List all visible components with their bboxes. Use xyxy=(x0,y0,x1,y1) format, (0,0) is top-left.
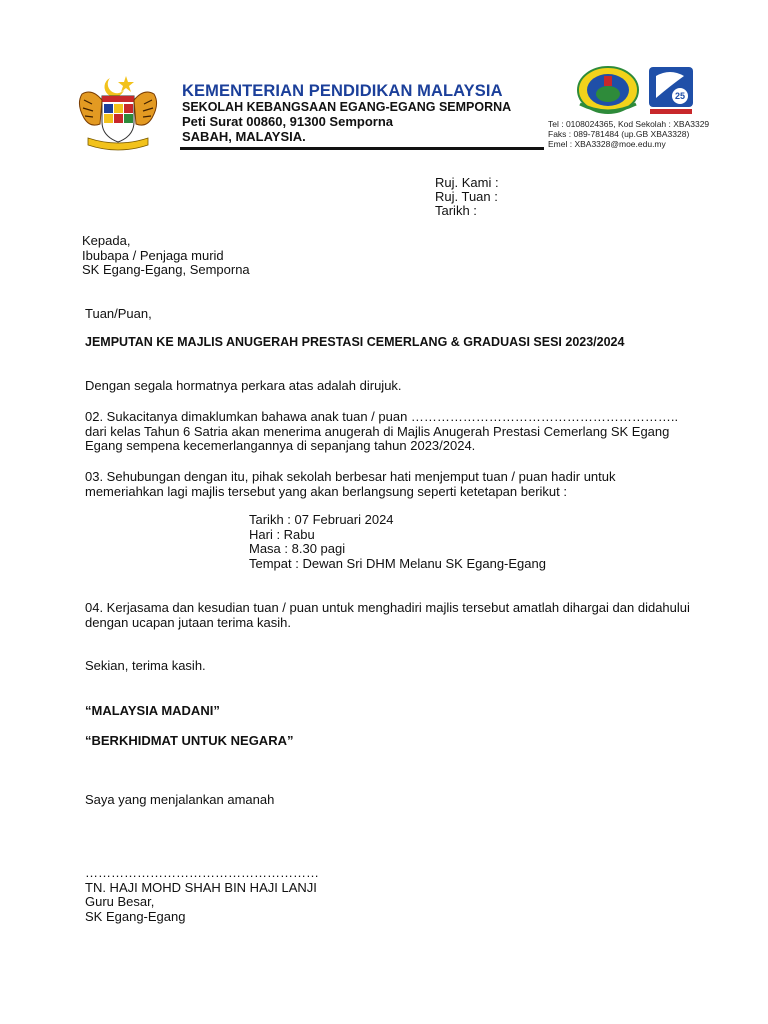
signatory-name: TN. HAJI MOHD SHAH BIN HAJI LANJI xyxy=(85,880,317,895)
contact-email: Emel : XBA3328@moe.edu.my xyxy=(548,139,666,149)
anniversary-25-logo xyxy=(648,66,694,116)
recipient-kepada: Kepada, xyxy=(82,233,131,248)
ref-ruj-tuan: Ruj. Tuan : xyxy=(435,189,498,204)
postal-address: Peti Surat 00860, 91300 Semporna xyxy=(182,114,394,129)
school-logo xyxy=(574,64,642,116)
recipient-line2: Ibubapa / Penjaga murid xyxy=(82,248,224,263)
slogan-malaysia-madani: “MALAYSIA MADANI” xyxy=(85,703,220,718)
signatory-school: SK Egang-Egang xyxy=(85,909,186,924)
header-divider xyxy=(180,147,544,150)
paragraph-03-line1: 03. Sehubungan dengan itu, pihak sekolah berbesar hati menjemput tuan / puan hadir untuk xyxy=(85,469,616,484)
letter-subject: JEMPUTAN KE MAJLIS ANUGERAH PRESTASI CEMERLANG & GRADUASI SESI 2023/2024 xyxy=(85,335,625,349)
ministry-name: KEMENTERIAN PENDIDIKAN MALAYSIA xyxy=(182,82,503,100)
detail-hari: Hari : Rabu xyxy=(249,527,315,542)
recipient-line3: SK Egang-Egang, Semporna xyxy=(82,262,250,277)
paragraph-03-line2: memeriahkan lagi majlis tersebut yang akan berlangsung seperti ketetapan berikut : xyxy=(85,484,567,499)
contact-fax: Faks : 089-781484 (up.GB XBA3328) xyxy=(548,129,690,139)
paragraph-02-line1: 02. Sukacitanya dimaklumkan bahawa anak tuan / puan …………………………………………………….. xyxy=(85,409,679,424)
contact-tel: Tel : 0108024365, Kod Sekolah : XBA3329 xyxy=(548,119,710,129)
slogan-berkhidmat: “BERKHIDMAT UNTUK NEGARA” xyxy=(85,733,294,748)
state-address: SABAH, MALAYSIA. xyxy=(182,129,306,144)
detail-masa: Masa : 8.30 pagi xyxy=(249,541,346,556)
ref-tarikh: Tarikh : xyxy=(435,203,477,218)
anniversary-25-text: 25 xyxy=(674,91,686,101)
salutation: Tuan/Puan, xyxy=(85,306,152,321)
malaysia-coat-of-arms-logo xyxy=(74,72,162,156)
paragraph-intro: Dengan segala hormatnya perkara atas adalah dirujuk. xyxy=(85,378,402,393)
school-name: SEKOLAH KEBANGSAAN EGANG-EGANG SEMPORNA xyxy=(182,100,512,114)
paragraph-02-line2: dari kelas Tahun 6 Satria akan menerima anugerah di Majlis Anugerah Prestasi Cemerlang SK Egang xyxy=(85,424,670,439)
closing-text: Sekian, terima kasih. xyxy=(85,658,206,673)
anniversary-25-icon xyxy=(648,66,694,116)
paragraph-02-line3: Egang sempena kecemerlangannya di sepanjang tahun 2023/2024. xyxy=(85,438,476,453)
signatory-title: Guru Besar, xyxy=(85,894,155,909)
detail-tempat: Tempat : Dewan Sri DHM Melanu SK Egang-Egang xyxy=(249,556,546,571)
paragraph-04-line2: dengan ucapan jutaan terima kasih. xyxy=(85,615,291,630)
paragraph-04-line1: 04. Kerjasama dan kesudian tuan / puan untuk menghadiri majlis tersebut amatlah dihargai dan didahului xyxy=(85,600,690,615)
ref-ruj-kami: Ruj. Kami : xyxy=(435,175,499,190)
signature-line: ……………………………………………… xyxy=(85,865,319,880)
detail-tarikh: Tarikh : 07 Februari 2024 xyxy=(249,512,394,527)
amanah-text: Saya yang menjalankan amanah xyxy=(85,792,275,807)
